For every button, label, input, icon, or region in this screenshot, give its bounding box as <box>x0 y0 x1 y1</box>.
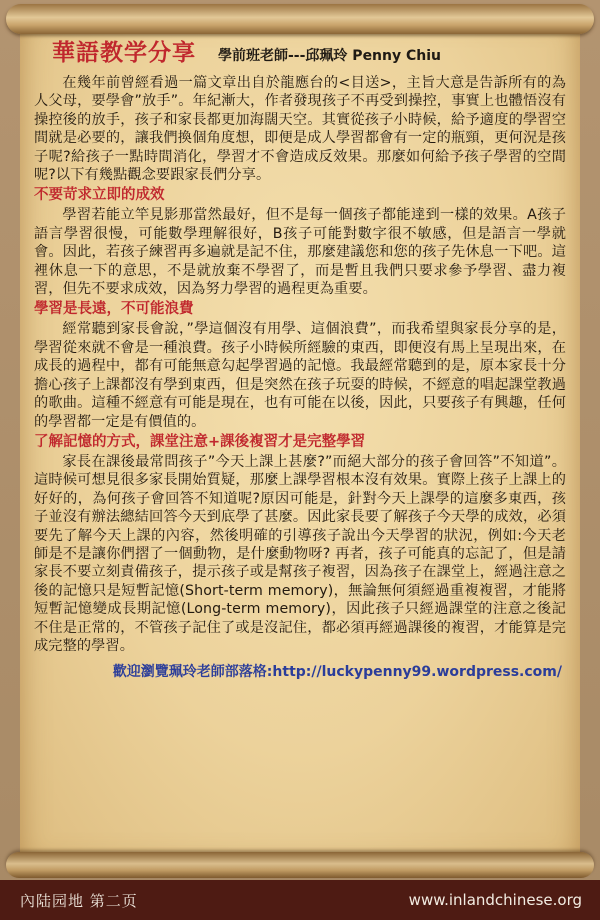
section-paragraph: 家長在課後最常問孩子”今天上課上甚麼?”而絕大部分的孩子會回答”不知道”。這時候可想見很多家長開始質疑，那麼上課學習根本沒有效果。實際上孩子上課上的好好的，為何孩子會回答不知道呢?原因可能是，針對今天上課學的這麼多東西，孩子並沒有辦法總結回答今天到底學了甚麼。因此家長要了解孩子今天學的成效，必須要先了解今天上課的內容，然後明確的引導孩子說出今天學習的狀況，例如:今天老師是不是讓你們摺了一個動物，是什麼動物呀? 再者，孩子可能真的忘記了，但是請家長不要立刻責備孩子，提示孩子或是幫孩子複習，因為孩子在課堂上，經過注意之後的記憶只是短暫記憶(Short-term memory)，無論無何須經過重複複習，才能將短暫記憶變成長期記憶(Long-term memory)，因此孩子只經過課堂的注意之後記不住是正常的，不管孩子記住了或是沒記住，都必須再經過課後的複習，才能算是完成完整的學習。 <box>34 453 566 654</box>
article-header <box>34 34 566 74</box>
blog-link[interactable]: 歡迎瀏覽珮玲老師部落格:http://luckypenny99.wordpress.com/ <box>112 664 562 681</box>
page-footer <box>0 880 600 920</box>
section-heading: 學習是長遠，不可能浪費 <box>34 301 194 318</box>
footer-page-label: 內陆园地 第二页 <box>20 891 138 910</box>
section-heading: 了解記憶的方式，課堂注意+課後複習才是完整學習 <box>34 433 366 450</box>
article-author: 學前班老師---邱珮玲 Penny Chiu <box>218 48 442 64</box>
article <box>34 34 566 681</box>
section-heading: 不要苛求立即的成效 <box>34 187 165 204</box>
footer-website-link[interactable]: www.inlandchinese.org <box>408 891 582 909</box>
section-paragraph: 經常聽到家長會說，”學這個沒有用學、這個浪費”，而我希望與家長分享的是，學習從來就不會是一種浪費。孩子小時候所經驗的東西，即便沒有馬上呈現出來，在成長的過程中，都有可能無意勾起學習過的記憶。我最經常聽到的是，原本家長十分擔心孩子上課都沒有學到東西，但是突然在孩子玩耍的時候，不經意的唱起課堂教過的歌曲。這種不經意有可能是現在，也有可能在以後，因此，只要孩子有興趣，任何的學習都一定是有價值的。 <box>34 321 566 430</box>
article-title: 華語教学分享 <box>52 40 196 66</box>
intro-paragraph: 在幾年前曾經看過一篇文章出自於龍應台的<目送>，主旨大意是告訴所有的為人父母，要學會”放手”。年紀漸大，作者發現孩子不再受到操控，事實上也體悟沒有操控後的放手，孩子和家長都更加海闊天空。其實從孩子小時候，給予適度的學習空間就是必要的，讓我們換個角度想，即便是成人學習都會有一定的瓶頸，更何況是孩子呢?給孩子一點時間消化，學習才不會造成反效果。那麼如何給予孩子學習的空間呢?以下有幾點觀念要跟家長們分享。 <box>34 75 566 184</box>
section-paragraph: 學習若能立竿見影那當然最好，但不是每一個孩子都能達到一樣的效果。A孩子語言學習很慢，可能數學理解很好，B孩子可能對數字很不敏感，但是語言一學就會。因此，若孩子練習再多遍就是記不住，那麼建議您和您的孩子先休息一下吧。這裡休息一下的意思，不是就放棄不學習了，而是暫且我們只要求參予學習、盡力複習，但先不要求成效，因為努力學習的過程更為重要。 <box>34 207 566 298</box>
scroll-top-roll <box>6 4 594 34</box>
scroll-bottom-roll <box>6 852 594 878</box>
